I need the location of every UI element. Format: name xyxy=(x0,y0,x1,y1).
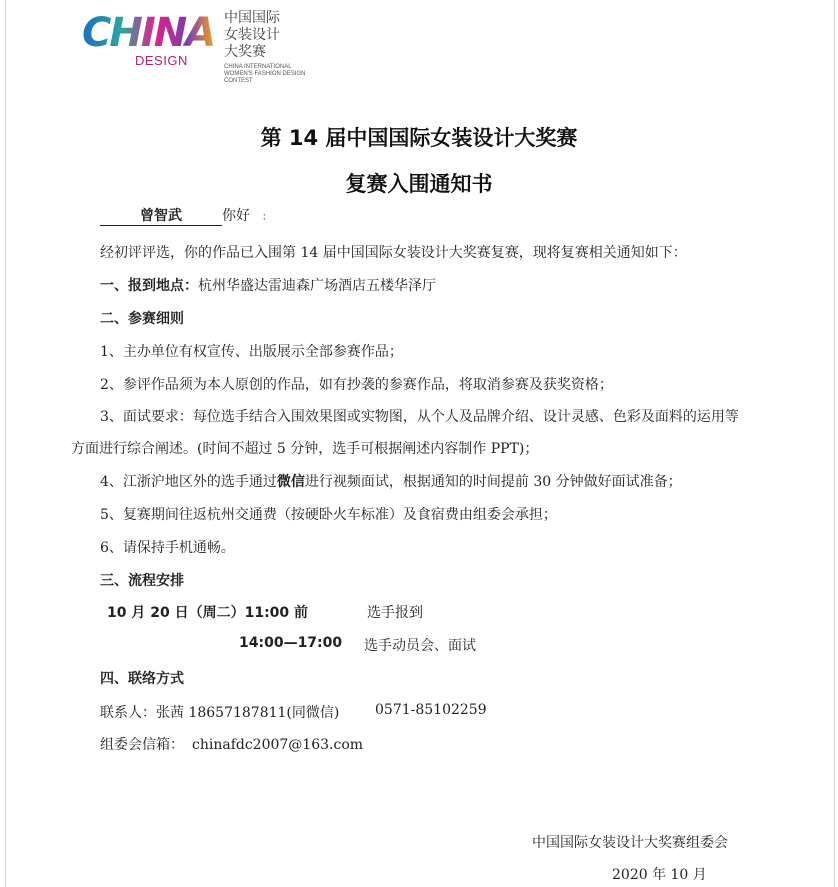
rule-item: 1、主办单位有权宣传、出版展示全部参赛作品； xyxy=(100,344,403,360)
logo-english-name: CHINA INTERNATIONAL WOMEN'S FASHION DESIGN CONTEST xyxy=(224,64,306,84)
greeting-suffix: 你好 xyxy=(222,208,250,224)
report-location xyxy=(100,275,436,295)
logo-design-text: DESIGN xyxy=(135,53,188,68)
schedule-time-1: 10 月 20 日（周二）11:00 前 xyxy=(107,605,309,621)
schedule-time-2: 14:00—17:00 xyxy=(239,635,343,651)
contact-phone: 0571-85102259 xyxy=(375,702,487,718)
rule-item: 2、参评作品须为本人原创的作品，如有抄袭的参赛作品，将取消参赛及获奖资格； xyxy=(100,377,613,393)
greeting-line xyxy=(100,205,272,226)
report-location-text: 杭州华盛达雷迪森广场酒店五楼华泽厅 xyxy=(198,278,436,294)
organizer-signature: 中国国际女装设计大奖赛组委会 xyxy=(532,835,728,851)
rule-item: 4、江浙沪地区外的选手通过微信进行视频面试，根据通知的时间提前 30 分钟做好面试准备； xyxy=(100,474,682,490)
document-title: 第 14 届中国国际女装设计大奖赛 xyxy=(260,126,578,150)
logo-chinese-name: 中国国际 女装设计 大奖赛 xyxy=(224,10,280,60)
intro-paragraph: 经初评评选，你的作品已入围第 14 届中国国际女装设计大奖赛复赛，现将复赛相关通知如下： xyxy=(100,245,687,261)
schedule-task-1: 选手报到 xyxy=(367,605,423,621)
svg-text:CHINA: CHINA xyxy=(82,10,215,56)
document-subtitle: 复赛入围通知书 xyxy=(345,172,493,196)
rule-item-continued: 方面进行综合阐述。(时间不超过 5 分钟，选手可根据阐述内容制作 PPT)； xyxy=(71,441,539,457)
contact-person: 联系人：张茜 18657187811(同微信) xyxy=(100,705,340,721)
schedule-task-2: 选手动员会、面试 xyxy=(364,638,476,654)
section2-heading: 二、参赛细则 xyxy=(100,311,184,327)
rule-item: 5、复赛期间往返杭州交通费（按硬卧火车标准）及食宿费由组委会承担； xyxy=(100,507,557,523)
recipient-name: 曾智武 xyxy=(100,205,222,226)
section1-heading: 一、报到地点： xyxy=(100,278,198,294)
email-address: chinafdc2007@163.com xyxy=(192,737,364,753)
contest-logo xyxy=(80,8,320,88)
rule-item: 6、请保持手机通畅。 xyxy=(100,540,235,556)
greeting-colon: ： xyxy=(262,212,272,223)
wechat-emphasis: 微信 xyxy=(276,474,305,490)
contact-email xyxy=(100,734,363,754)
issue-date: 2020 年 10 月 xyxy=(612,867,707,883)
rule-item: 3、面试要求：每位选手结合入围效果图或实物图，从个人及品牌介绍、设计灵感、色彩及面料的运用等 xyxy=(100,409,739,425)
section3-heading: 三、流程安排 xyxy=(100,573,184,589)
email-label: 组委会信箱： xyxy=(100,737,184,753)
section4-heading: 四、联络方式 xyxy=(100,671,184,687)
